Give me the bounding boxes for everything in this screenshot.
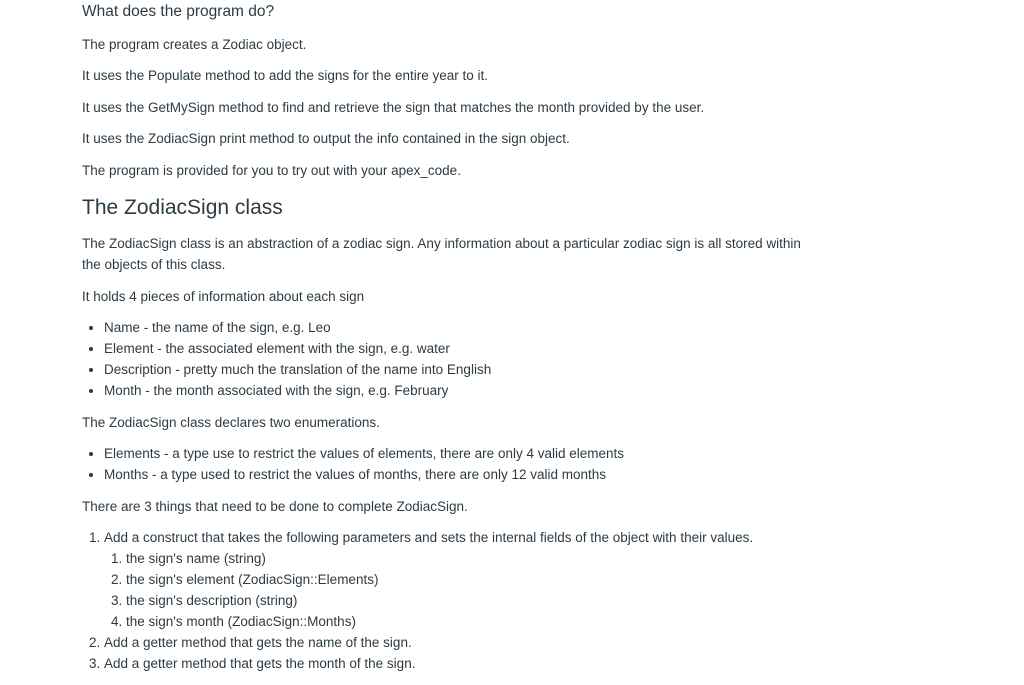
enum-list [82, 443, 624, 485]
todo-item-month-getter: 3. Add a getter method that gets the month of the sign. [104, 653, 753, 674]
enum-item-elements: • Elements - a type use to restrict the values of elements, there are only 4 valid elements [104, 443, 624, 464]
param-item: 1. the sign's name (string) [126, 548, 753, 569]
program-question-heading: What does the program do? [82, 3, 275, 20]
intro-paragraph-3: It uses the GetMySign method to find and retrieve the sign that matches the month provided by the user. [82, 100, 705, 115]
constructor-params-list [104, 548, 753, 632]
info-item-name: • Name - the name of the sign, e.g. Leo [104, 317, 491, 338]
intro-paragraph-1: The program creates a Zodiac object. [82, 37, 307, 52]
intro-paragraph-5: The program is provided for you to try out with your apex_code. [82, 163, 461, 178]
param-item: 3. the sign's description (string) [126, 590, 753, 611]
param-item: 4. the sign's month (ZodiacSign::Months) [126, 611, 753, 632]
param-item: 2. the sign's element (ZodiacSign::Elements) [126, 569, 753, 590]
todo-list [82, 527, 753, 674]
enum-intro: The ZodiacSign class declares two enumerations. [82, 415, 380, 430]
todo-intro: There are 3 things that need to be done to complete ZodiacSign. [82, 499, 468, 514]
enum-item-months: • Months - a type used to restrict the values of months, there are only 12 valid months [104, 464, 624, 485]
info-item-element: • Element - the associated element with the sign, e.g. water [104, 338, 491, 359]
info-list [82, 317, 491, 401]
info-item-month: • Month - the month associated with the sign, e.g. February [104, 380, 491, 401]
info-item-description: • Description - pretty much the translation of the name into English [104, 359, 491, 380]
zodiac-class-heading: The ZodiacSign class [82, 196, 283, 219]
intro-paragraph-2: It uses the Populate method to add the signs for the entire year to it. [82, 68, 488, 83]
todo-item-name-getter: 2. Add a getter method that gets the name of the sign. [104, 632, 753, 653]
intro-paragraph-4: It uses the ZodiacSign print method to output the info contained in the sign object. [82, 131, 570, 146]
todo-item-text: Add a construct that takes the following parameters and sets the internal fields of the object with their values. [104, 530, 754, 545]
todo-item-constructor [104, 527, 753, 632]
zodiac-class-description: The ZodiacSign class is an abstraction of a zodiac sign. Any information about a particular zodiac sign is all stored within the objects of this class. [82, 236, 801, 272]
info-intro: It holds 4 pieces of information about each sign [82, 289, 365, 304]
